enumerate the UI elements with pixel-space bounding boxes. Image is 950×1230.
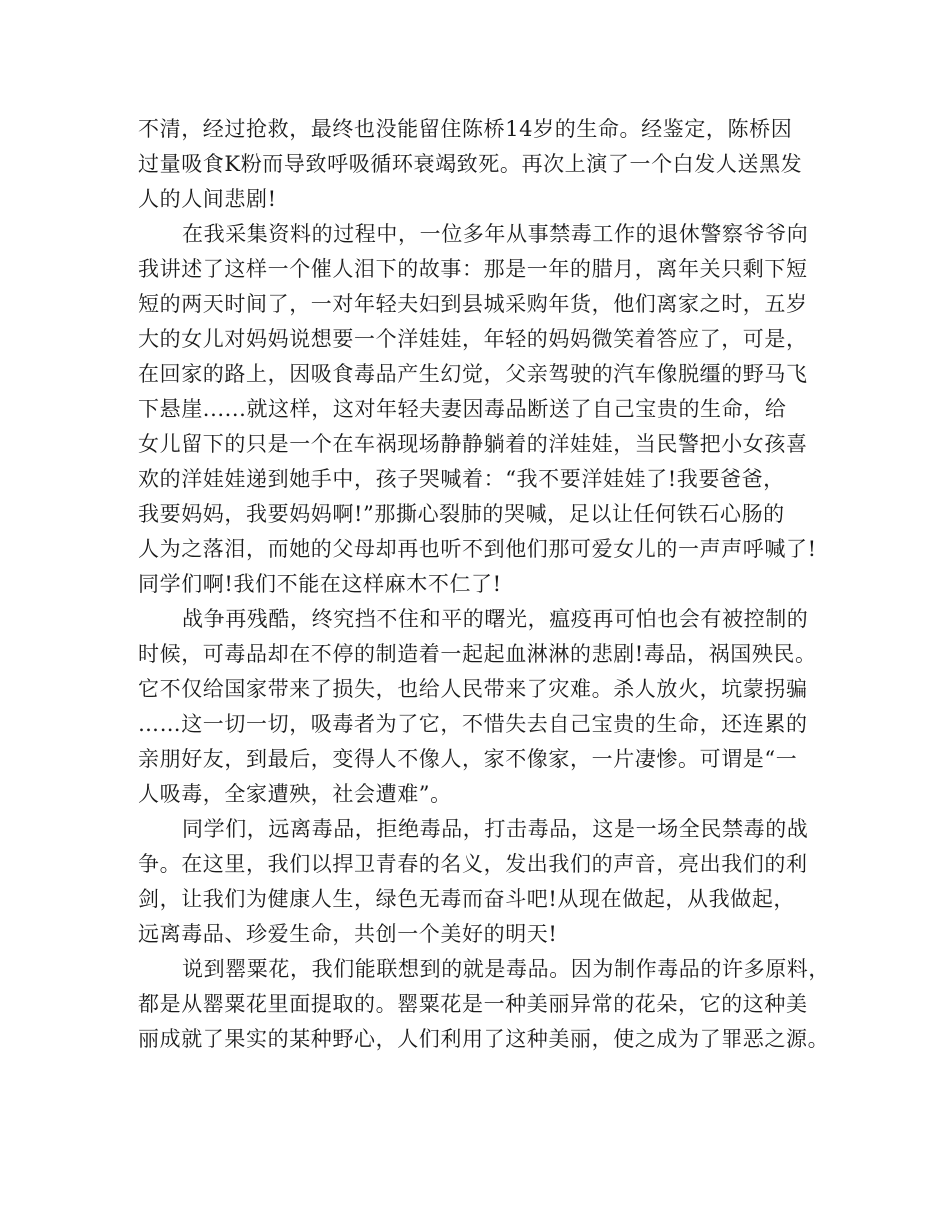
text-line: 剑，让我们为健康人生，绿色无毒而奋斗吧!从现在做起，从我做起， (138, 887, 796, 911)
paragraph-start-line: 同学们，远离毒品，拒绝毒品，打击毒品，这是一场全民禁毒的战 (182, 817, 809, 841)
text-line: 人吸毒，全家遭殃，社会遭难”。 (138, 782, 452, 806)
text-line: 大的女儿对妈妈说想要一个洋娃娃，年轻的妈妈微笑着答应了，可是， (138, 327, 808, 351)
text-line: 我要妈妈，我要妈妈啊!”那撕心裂肺的哭喊，足以让任何铁石心肠的 (138, 502, 785, 526)
paragraph-start-line: 说到罂粟花，我们能联想到的就是毒品。因为制作毒品的许多原料， (182, 957, 830, 981)
text-line: 人为之落泪，而她的父母却再也听不到他们那可爱女儿的一声声呼喊了! (138, 537, 817, 561)
paragraph-start-line: 在我采集资料的过程中，一位多年从事禁毒工作的退休警察爷爷向 (182, 222, 809, 246)
text-line: 远离毒品、珍爱生命，共创一个美好的明天! (138, 922, 558, 946)
text-line: 短的两天时间了，一对年轻夫妇到县城采购年货，他们离家之时，五岁 (138, 292, 808, 316)
text-line: 同学们啊!我们不能在这样麻木不仁了! (138, 572, 502, 596)
text-line: 亲朋好友，到最后，变得人不像人，家不像家，一片凄惨。可谓是“一 (138, 747, 798, 771)
text-line: 欢的洋娃娃递到她手中，孩子哭喊着：“我不要洋娃娃了!我要爸爸， (138, 467, 785, 491)
text-line: 争。在这里，我们以捍卫青春的名义，发出我们的声音，亮出我们的利 (138, 852, 808, 876)
paragraph-start-line: 战争再残酷，终究挡不住和平的曙光，瘟疫再可怕也会有被控制的 (182, 607, 809, 631)
text-line: 女儿留下的只是一个在车祸现场静静躺着的洋娃娃，当民警把小女孩喜 (138, 432, 808, 456)
text-line: 它不仅给国家带来了损失，也给人民带来了灾难。杀人放火，坑蒙拐骗 (138, 677, 808, 701)
text-line: 都是从罂粟花里面提取的。罂粟花是一种美丽异常的花朵，它的这种美 (138, 992, 808, 1016)
text-line: 人的人间悲剧! (138, 187, 277, 211)
text-line: 下悬崖......就这样，这对年轻夫妻因毒品断送了自己宝贵的生命，给 (138, 397, 787, 421)
text-line: 我讲述了这样一个催人泪下的故事：那是一年的腊月，离年关只剩下短 (138, 257, 808, 281)
text-line: 过量吸食K粉而导致呼吸循环衰竭致死。再次上演了一个白发人送黑发 (138, 152, 803, 176)
text-line: ……这一切一切，吸毒者为了它，不惜失去自己宝贵的生命，还连累的 (138, 712, 808, 736)
text-line: 不清，经过抢救，最终也没能留住陈桥14岁的生命。经鉴定，陈桥因 (138, 117, 793, 141)
body-text (138, 112, 830, 1057)
text-line: 在回家的路上，因吸食毒品产生幻觉，父亲驾驶的汽车像脱缰的野马飞 (138, 362, 808, 386)
text-line: 丽成就了果实的某种野心，人们利用了这种美丽，使之成为了罪恶之源。 (138, 1027, 830, 1051)
text-line: 时候，可毒品却在不停的制造着一起起血淋淋的悲剧!毒品，祸国殃民。 (138, 642, 817, 666)
